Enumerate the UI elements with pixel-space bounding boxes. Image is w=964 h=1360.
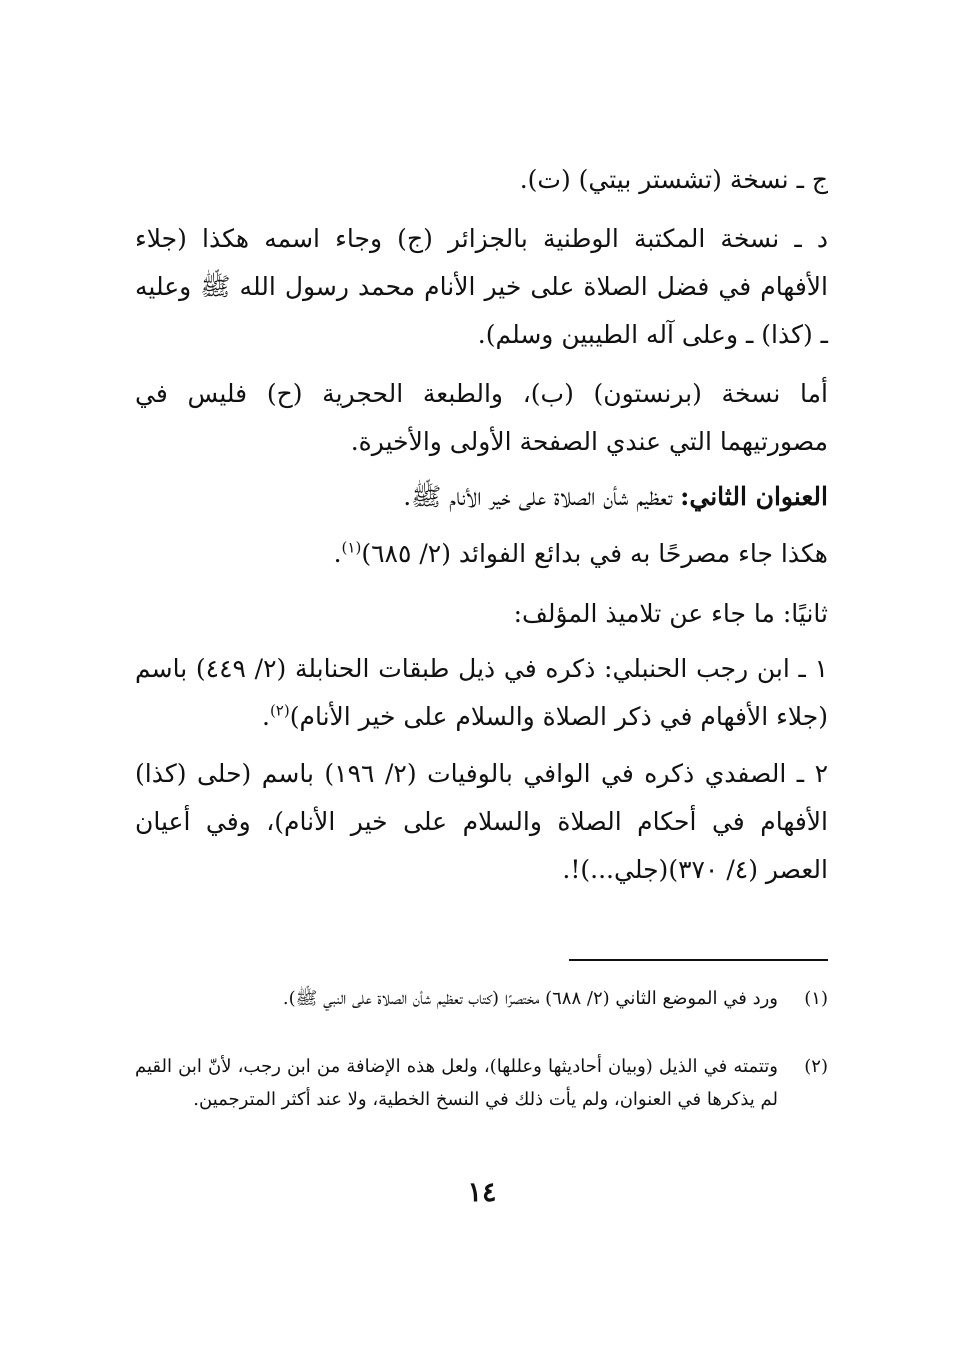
footnote-number: (٢) [804,1056,828,1077]
paragraph-text: ٢ ـ الصفدي ذكره في الوافي بالوفيات (٢/ ١٩٦) باسم (حلى (كذا) الأفهام في أحكام الصلاة والسلام على خير الأنام)، وفي أعيان العصر (٤/ ٣٧٠)(جلي...)!. [135,759,828,884]
paragraph-end: . [261,702,270,731]
paragraph-text: د ـ نسخة المكتبة الوطنية بالجزائر (ج) وجاء اسمه هكذا (جلاء الأفهام في فضل الصلاة على خير الأنام محمد رسول الله ﷺ وعليه ـ (كذا) ـ وعلى آله الطيبين وسلم). [135,224,828,349]
paragraph-text: هكذا جاء مصرحًا به في بدائع الفوائد (٢/ ٦٨٥) [361,539,828,568]
paragraph-manuscripts-b-h [135,370,828,466]
footnote-text: ورد في الموضع الثاني (٢/ ٦٨٨) مختصرًا (كتاب تعظيم شأن الصلاة على النبي ﷺ). [282,988,778,1009]
paragraph-text: ١ ـ ابن رجب الحنبلي: ذكره في ذيل طبقات الحنابلة (٢/ ٤٤٩) باسم (جلاء الأفهام في ذكر الصلاة والسلام على خير الأنام) [135,654,828,731]
paragraph-second-title [135,473,828,521]
paragraph-text: ج ـ نسخة (تشستر بيتي) (ت). [519,165,828,194]
paragraph-badaai-reference [135,530,828,578]
footnote-1 [135,982,828,1015]
footnote-ref-1[interactable]: (١) [341,538,362,557]
second-title-label: العنوان الثاني: [680,482,828,511]
paragraph-text: أما نسخة (برنستون) (ب)، والطبعة الحجرية (ح) فليس في مصورتيهما التي عندي الصفحة الأولى والأخيرة. [135,379,828,456]
paragraph-safadi [135,750,828,894]
footnote-number: (١) [804,988,828,1009]
page-number: ١٤ [467,1177,497,1208]
paragraph-manuscript-t [135,156,828,204]
footnote-2 [135,1050,828,1116]
footnote-ref-2[interactable]: (٢) [269,701,290,720]
paragraph-manuscript-j [135,215,828,359]
second-title-text: تعظيم شأن الصلاة على خير الأنام ﷺ. [403,482,673,511]
footnote-text: وتتمته في الذيل (وبيان أحاديثها وعللها)، ولعل هذه الإضافة من ابن رجب، لأنّ ابن القيم لم يذكرها في العنوان، ولم يأت ذلك في النسخ الخطية، ولا عند أكثر المترجمين. [135,1056,778,1110]
footnote-separator [569,959,828,961]
paragraph-ibn-rajab [135,645,828,741]
paragraph-end: . [333,539,342,568]
paragraph-students-heading [135,590,828,638]
paragraph-text: ثانيًا: ما جاء عن تلاميذ المؤلف: [513,599,828,628]
